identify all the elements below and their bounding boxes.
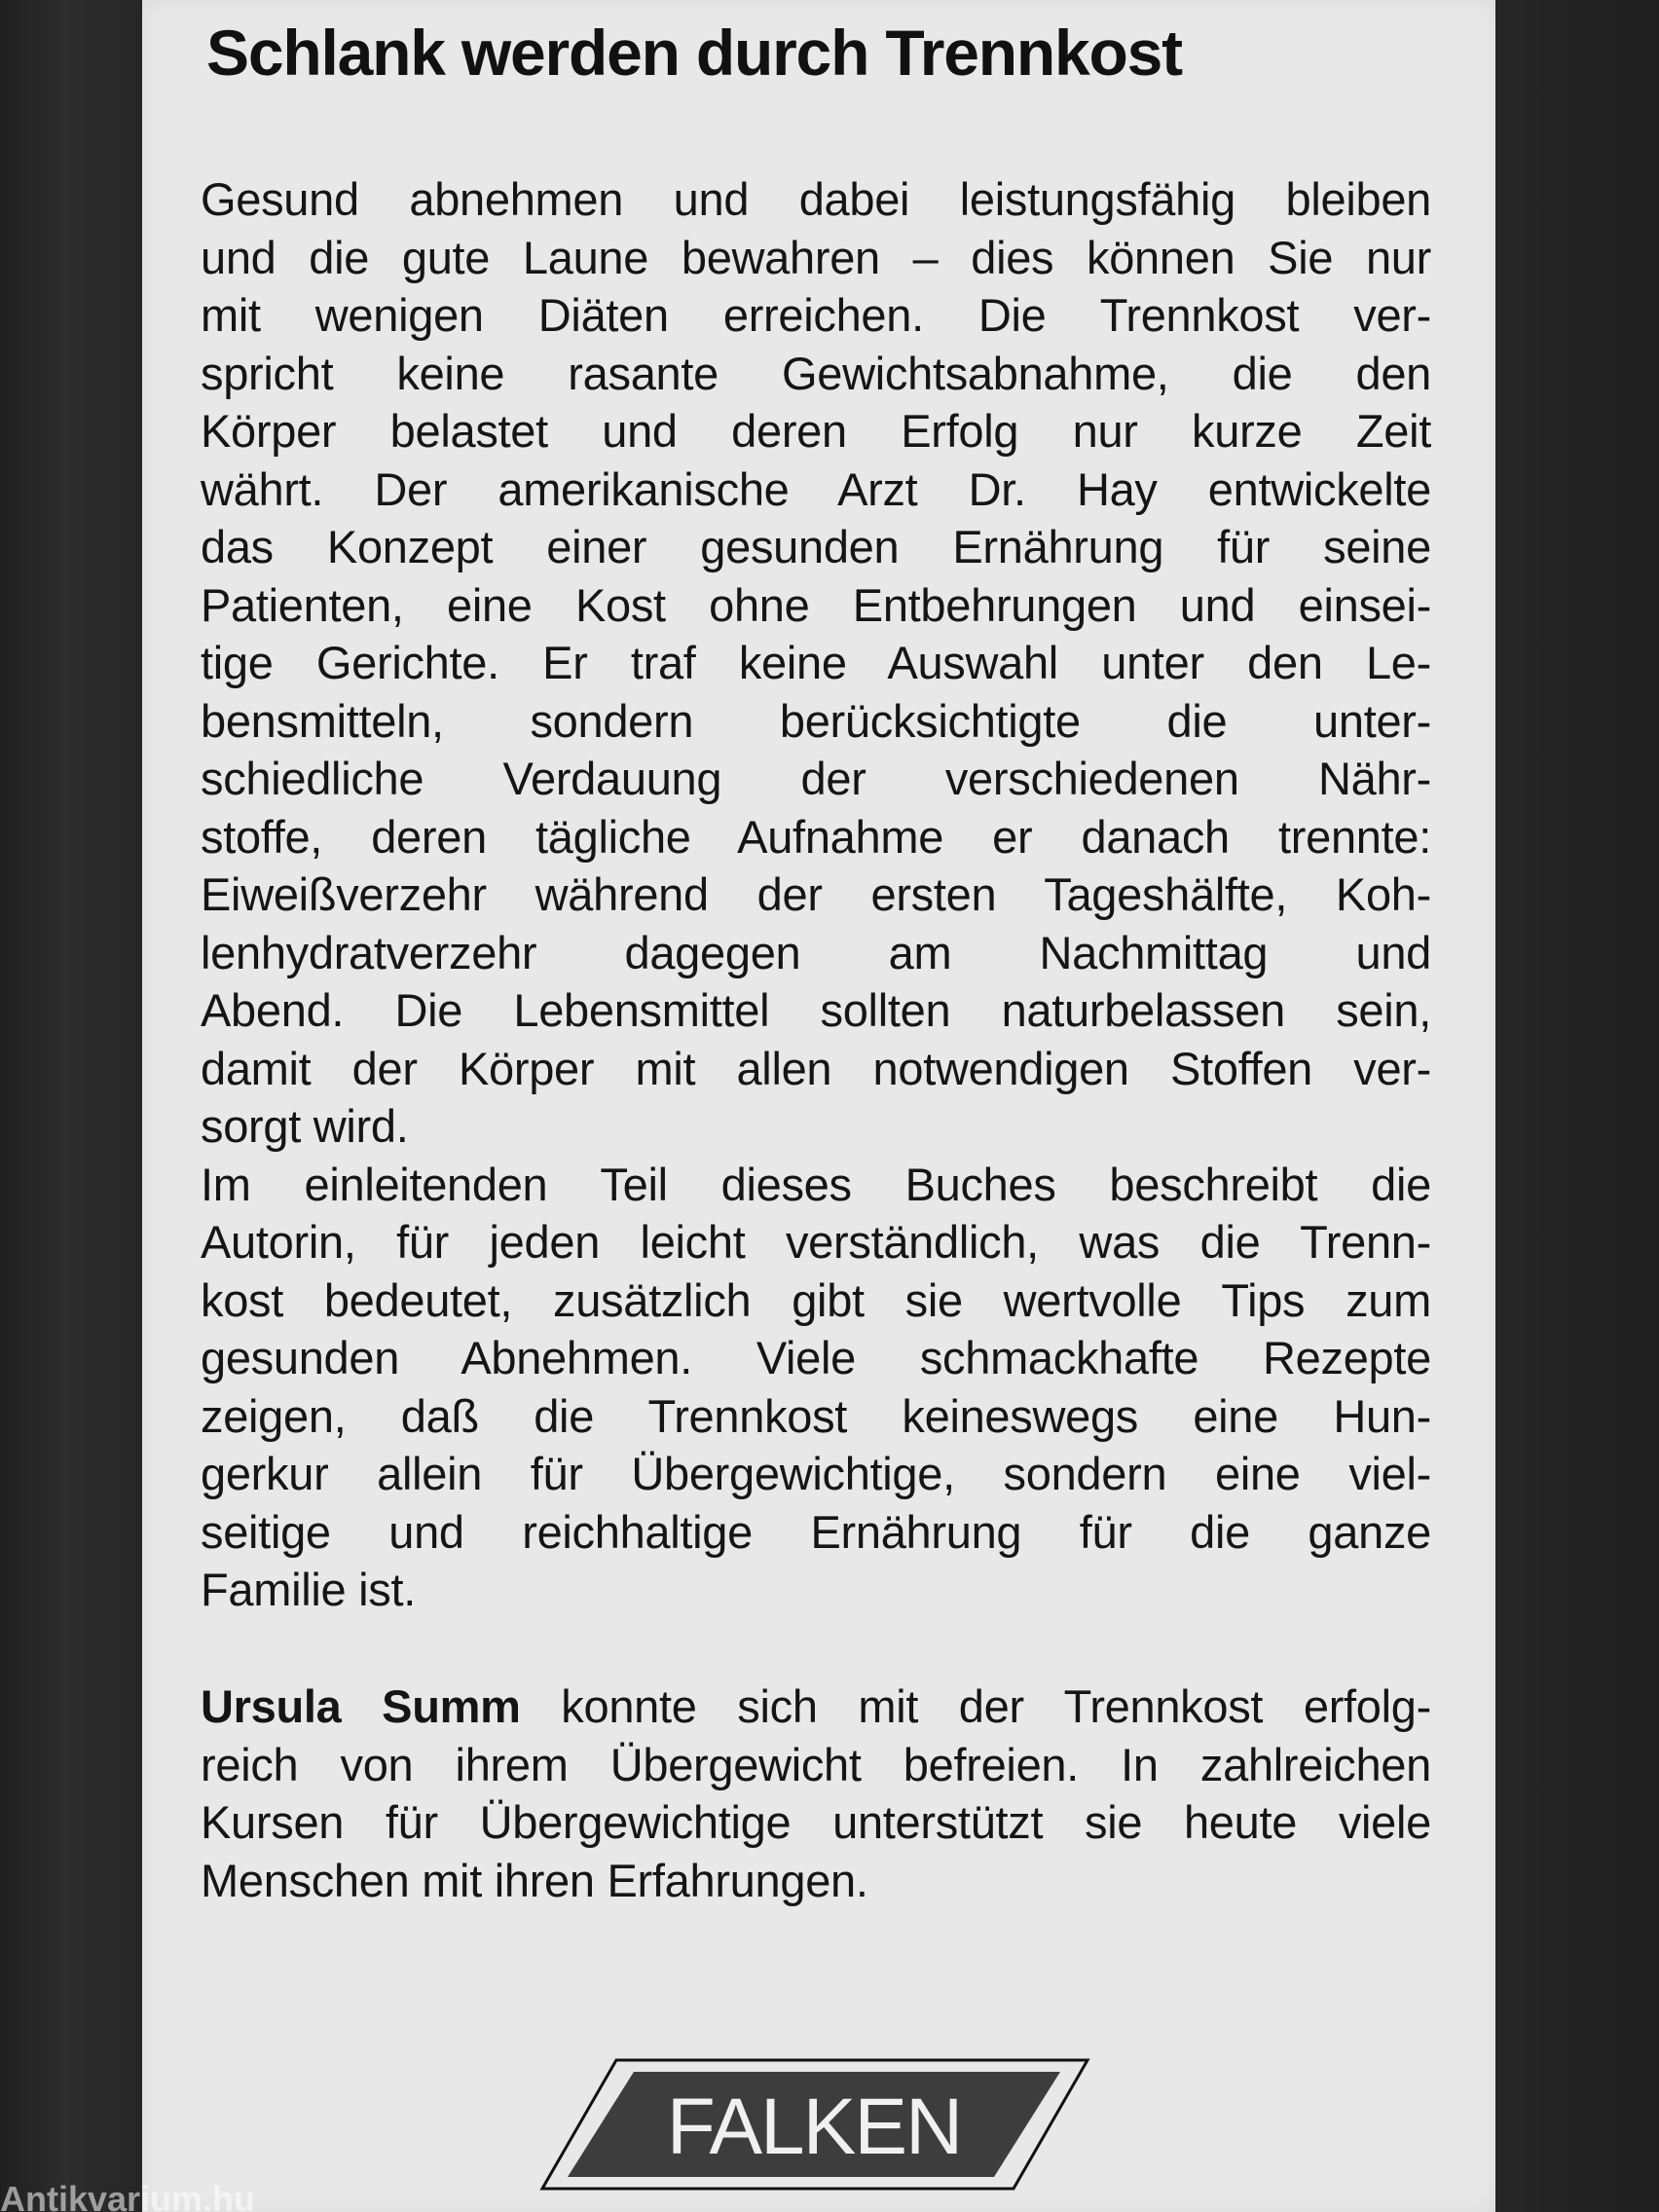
blurb-line: mit wenigen Diäten erreichen. Die Trennkost ver- bbox=[201, 289, 1431, 341]
blurb-line: Eiweißverzehr während der ersten Tageshälfte, Koh- bbox=[201, 868, 1431, 920]
author-bio-line-rest: konnte sich mit der Trennkost erfolg- bbox=[520, 1680, 1431, 1732]
blurb-line: sorgt wird. bbox=[201, 1100, 409, 1152]
blurb-line: seitige und reichhaltige Ernährung für die ganze bbox=[201, 1505, 1431, 1558]
blurb-line: Familie ist. bbox=[201, 1564, 416, 1615]
blurb-line: gesunden Abnehmen. Viele schmackhafte Rezepte bbox=[201, 1332, 1431, 1383]
author-bio-line: Menschen mit ihren Erfahrungen. bbox=[201, 1854, 868, 1906]
blurb-line: schiedliche Verdauung der verschiedenen Nähr- bbox=[201, 753, 1431, 804]
blurb-line: Im einleitenden Teil dieses Buches beschreibt die bbox=[201, 1158, 1431, 1210]
blurb-text bbox=[201, 170, 1431, 1619]
blurb-line: währt. Der amerikanische Arzt Dr. Hay entwickelte bbox=[201, 462, 1431, 515]
blurb-line: Abend. Die Lebensmittel sollten naturbelassen sein, bbox=[201, 984, 1431, 1036]
falken-publisher-logo bbox=[536, 2056, 1091, 2193]
author-bio-line: reich von ihrem Übergewicht befreien. In zahlreichen bbox=[201, 1738, 1431, 1790]
blurb-line: zeigen, daß die Trennkost keineswegs eine Hun- bbox=[201, 1389, 1431, 1442]
blurb-line: Körper belastet und deren Erfolg nur kurze Zeit bbox=[201, 405, 1431, 457]
blurb-line: und die gute Laune bewahren – dies können Sie nur bbox=[201, 231, 1431, 283]
logo-text: FALKEN bbox=[666, 2083, 962, 2171]
book-title: Schlank werden durch Trennkost bbox=[206, 17, 1182, 89]
back-cover-panel bbox=[142, 0, 1495, 2212]
blurb-line: spricht keine rasante Gewichtsabnahme, die den bbox=[201, 347, 1431, 399]
blurb-line: tige Gerichte. Er traf keine Auswahl unter den Le- bbox=[201, 637, 1431, 688]
author-name: Ursula Summ bbox=[201, 1680, 521, 1732]
author-bio-line bbox=[201, 1677, 1431, 1736]
blurb-line: Patienten, eine Kost ohne Entbehrungen und einsei- bbox=[201, 578, 1431, 631]
blurb-line: damit der Körper mit allen notwendigen Stoffen ver- bbox=[201, 1042, 1431, 1094]
blurb-line: stoffe, deren tägliche Aufnahme er danach trennte: bbox=[201, 810, 1431, 863]
author-bio bbox=[201, 1677, 1431, 1909]
blurb-line: Gesund abnehmen und dabei leistungsfähig bleiben bbox=[201, 173, 1431, 225]
blurb-line: bensmitteln, sondern berücksichtigte die unter- bbox=[201, 694, 1431, 747]
blurb-line: Autorin, für jeden leicht verständlich, was die Trenn- bbox=[201, 1216, 1431, 1268]
blurb-line: lenhydratverzehr dagegen am Nachmittag und bbox=[201, 926, 1431, 978]
author-bio-line: Kursen für Übergewichtige unterstützt sie heute viele bbox=[201, 1796, 1431, 1848]
blurb-line: gerkur allein für Übergewichtige, sondern eine viel- bbox=[201, 1448, 1431, 1499]
blurb-line: das Konzept einer gesunden Ernährung für seine bbox=[201, 521, 1431, 572]
blurb-line: kost bedeutet, zusätzlich gibt sie wertvolle Tips zum bbox=[201, 1273, 1431, 1326]
watermark: Antikvarium.hu bbox=[0, 2179, 256, 2212]
